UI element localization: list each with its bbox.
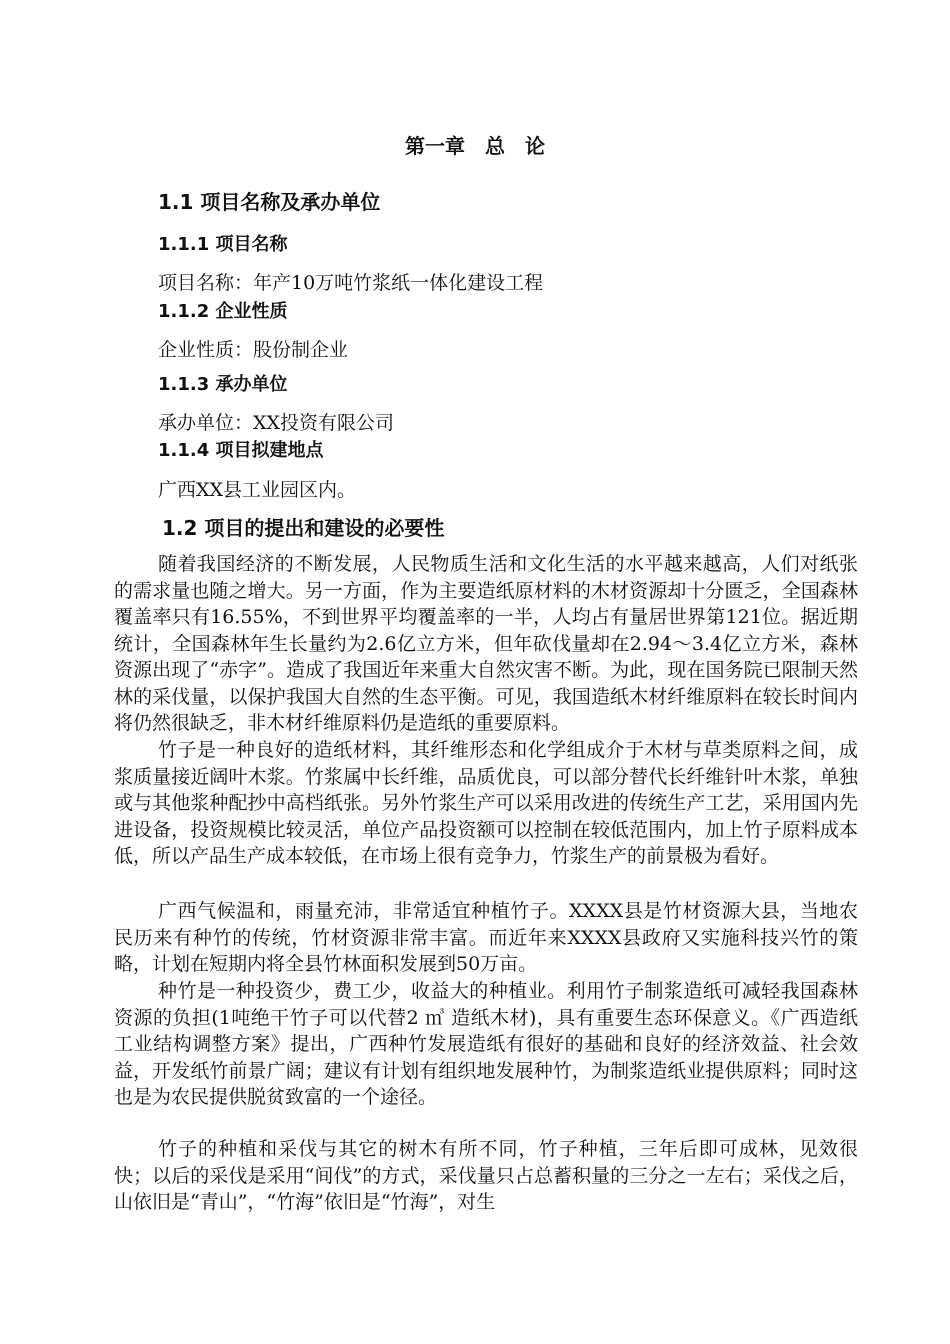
subsection-heading-1-1-3: 1.1.3 承办单位 [158, 374, 288, 395]
section-heading-1-1: 1.1 项目名称及承办单位 [158, 190, 381, 214]
body-paragraph: 广西气候温和，雨量充沛，非常适宜种植竹子。XXXX县是竹材资源大县，当地农民历来有种竹的传统，竹材资源非常丰富。而近年来XXXX县政府又实施科技兴竹的策略，计划在短期内将全县竹林面积发展到50万亩。 [114, 900, 858, 975]
subsection-heading-1-1-1: 1.1.1 项目名称 [158, 234, 288, 255]
host-unit-text: 承办单位：XX投资有限公司 [158, 412, 395, 434]
body-paragraph: 竹子的种植和采伐与其它的树木有所不同，竹子种植，三年后即可成林，见效很快；以后的采伐是采用“间伐”的方式，采伐量只占总蓄积量的三分之一左右；采伐之后，山依旧是“青山”，“竹海”依旧是“竹海”，对生 [114, 1138, 858, 1213]
section-heading-1-2: 1.2 项目的提出和建设的必要性 [162, 516, 445, 540]
body-paragraph: 竹子是一种良好的造纸材料，其纤维形态和化学组成介于木材与草类原料之间，成浆质量接近阔叶木浆。竹浆属中长纤维，品质优良，可以部分替代长纤维针叶木浆，单独或与其他浆种配抄中高档纸张。另外竹浆生产可以采用改进的传统生产工艺，采用国内先进设备，投资规模比较灵活，单位产品投资额可以控制在较低范围内，加上竹子原料成本低，所以产品生产成本较低，在市场上很有竞争力，竹浆生产的前景极为看好。 [114, 739, 858, 867]
subsection-heading-1-1-2: 1.1.2 企业性质 [158, 301, 288, 322]
body-paragraph: 种竹是一种投资少，费工少，收益大的种植业。利用竹子制浆造纸可减轻我国森林资源的负担(1吨绝干竹子可以代替2 ㎥ 造纸木材)，具有重要生态环保意义。《广西造纸工业结构调整方案》提出，广西种竹发展造纸有很好的基础和良好的经济效益、社会效益，开发纸竹前景广阔；建议有计划有组织地发展种竹，为制浆造纸业提供原料；同时这也是为农民提供脱贫致富的一个途径。 [114, 980, 858, 1108]
enterprise-nature-text: 企业性质：股份制企业 [158, 339, 349, 361]
body-paragraph: 随着我国经济的不断发展，人民物质生活和文化生活的水平越来越高，人们对纸张的需求量也随之增大。另一方面，作为主要造纸原材料的木材资源却十分匮乏，全国森林覆盖率只有16.55%，不到世界平均覆盖率的一半，人均占有量居世界第121位。据近期统计，全国森林年生长量约为2.6亿立方米，但年砍伐量却在2.94～3.4亿立方米，森林资源出现了“赤字”。造成了我国近年来重大自然灾害不断。为此，现在国务院已限制天然林的采伐量，以保护我国大自然的生态平衡。可见，我国造纸木材纤维原料在较长时间内将仍然很缺乏，非木材纤维原料仍是造纸的重要原料。 [114, 553, 858, 734]
project-name-text: 项目名称：年产10万吨竹浆纸一体化建设工程 [158, 272, 544, 294]
subsection-heading-1-1-4: 1.1.4 项目拟建地点 [158, 440, 324, 461]
chapter-title: 第一章 总 论 [405, 134, 545, 158]
location-text: 广西XX县工业园区内。 [158, 479, 357, 501]
